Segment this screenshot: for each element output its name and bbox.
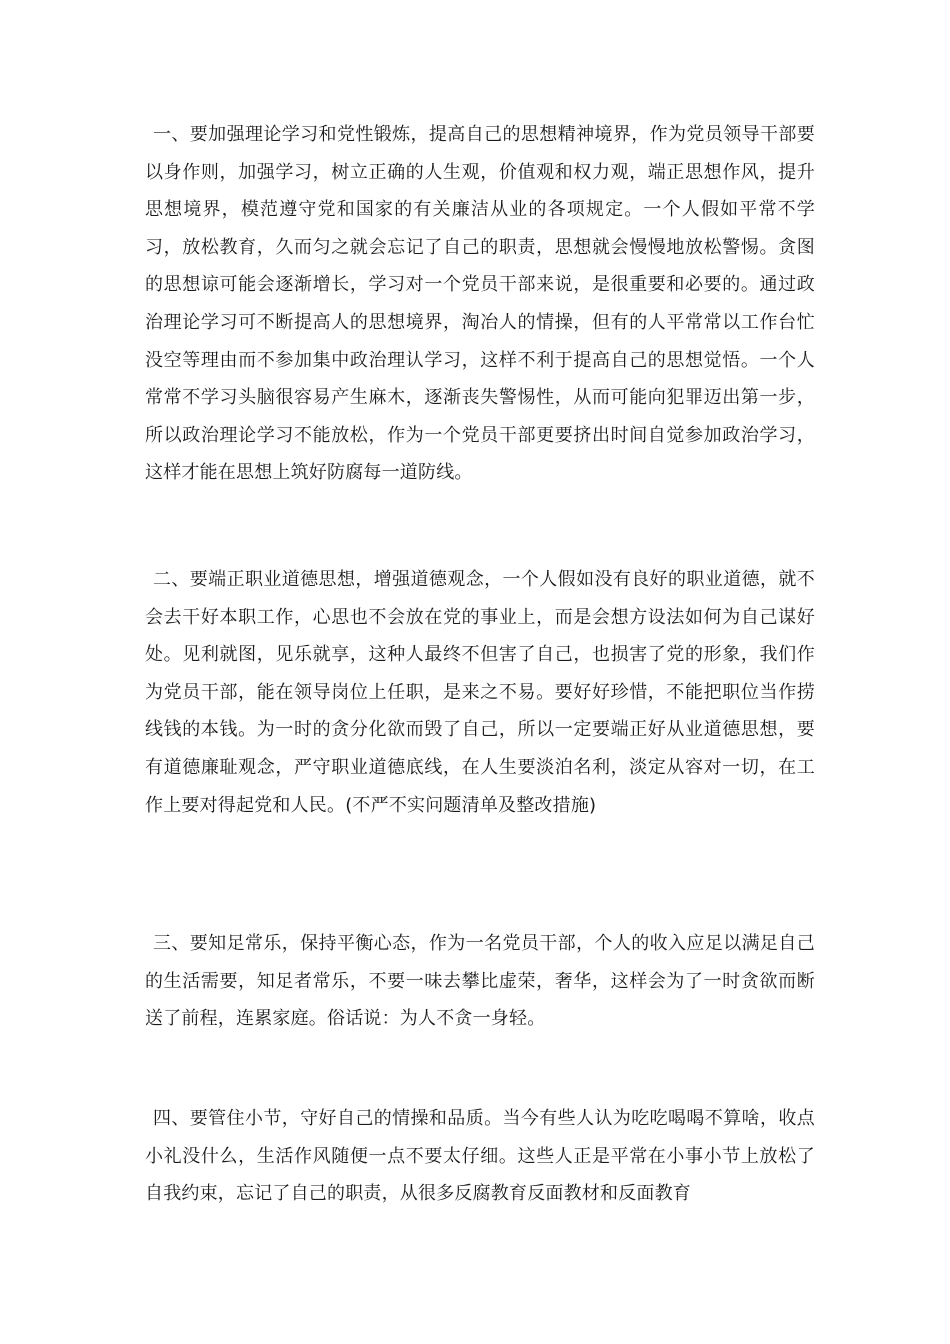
paragraph-4: 四、要管住小节，守好自己的情操和品质。当今有些人认为吃吃喝喝不算啥，收点小礼没什么，生活作风随便一点不要太仔细。这些人正是平常在小事小节上放松了自我约束，忘记了自己的职责，从很多反腐教育反面教材和反面教育 xyxy=(145,1108,815,1205)
paragraph-2: 二、要端正职业道德思想，增强道德观念，一个人假如没有良好的职业道德，就不会去干好本职工作，心思也不会放在党的事业上，而是会想方设法如何为自己谋好处。见利就图，见乐就享，这种人最终不但害了自己，也损害了党的形象，我们作为党员干部，能在领导岗位上任职，是来之不易。要好好珍惜，不能把职位当作捞线钱的本钱。为一时的贪分化欲而毁了自己，所以一定要端正好从业道德思想，要有道德廉耻观念，严守职业道德底线，在人生要淡泊名利，淡定从容对一切，在工作上要对得起党和人民。(不严不实问题清单及整改措施) xyxy=(145,569,815,816)
paragraph-3: 三、要知足常乐，保持平衡心态，作为一名党员干部，个人的收入应足以满足自己的生活需要，知足者常乐，不要一味去攀比虚荣，奢华，这样会为了一时贪欲而断送了前程，连累家庭。俗话说：为人不贪一身轻。 xyxy=(145,933,815,1030)
paragraph-1: 一、要加强理论学习和党性锻炼，提高自己的思想精神境界，作为党员领导干部要以身作则，加强学习，树立正确的人生观，价值观和权力观，端正思想作风，提升思想境界，模范遵守党和国家的有关廉洁从业的各项规定。一个人假如平常不学习，放松教育，久而匀之就会忘记了自己的职责，思想就会慢慢地放松警惕。贪图的思想谅可能会逐渐增长，学习对一个党员干部来说，是很重要和必要的。通过政治理论学习可不断提高人的思想境界，淘冶人的情操，但有的人平常常以工作台忙没空等理由而不参加集中政治理认学习，这样不利于提高自己的思想觉悟。一个人常常不学习头脑很容易产生麻木，逐渐丧失警惕性，从而可能向犯罪迈出第一步，所以政治理论学习不能放松，作为一个党员干部更要挤出时间自觉参加政治学习，这样才能在思想上筑好防腐每一道防线。 xyxy=(145,124,815,484)
